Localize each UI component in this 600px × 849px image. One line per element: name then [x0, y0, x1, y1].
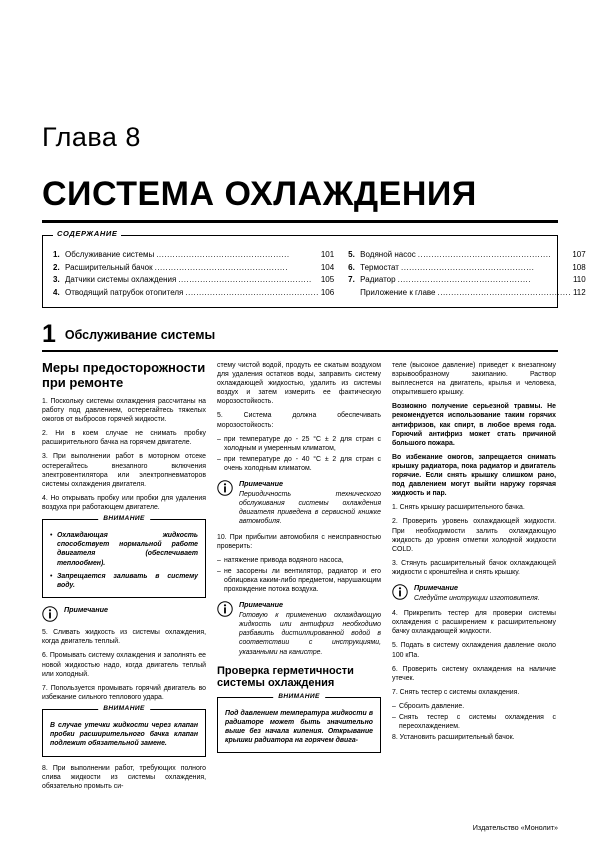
paragraph-emphasis: Возможно получение серьезной травмы. Не рекомендуется использование таким горячих антифризов, как спирт, в любое время года. Горючий антифриз может стать причиной большого пожара.: [392, 403, 556, 447]
contents-column-left: [53, 249, 334, 299]
section-number: 1: [42, 320, 56, 348]
note-text: Периодичность технического обслуживания системы охлаждения двигателя приведена в сервисной книжке автомобиля.: [239, 491, 381, 526]
warning-text: Под давлением температура жидкости в радиаторе может быть значительно выше без начала кипения. Открывание крышки радиатора на горячем двига-: [225, 709, 373, 745]
list-item-text: при температуре до - 40 °С ± 2 для стран с очень холодным климатом.: [224, 455, 381, 472]
contents-item-page: 107: [572, 250, 586, 259]
contents-item-label: Водяной насос: [360, 250, 416, 259]
note-block: [217, 600, 381, 657]
chapter-title: СИСТЕМА ОХЛАЖДЕНИЯ: [42, 175, 558, 223]
contents-item-page: 106: [320, 287, 335, 297]
paragraph: 5. Система должна обеспечивать морозостойкость:: [217, 412, 381, 429]
contents-item[interactable]: [53, 249, 334, 262]
contents-item-label: Термостат: [360, 262, 399, 272]
contents-item-page: 108: [572, 262, 586, 272]
warning-text: Охлаждающая жидкость способствует нормальной работе двигателя (обеспечивает теплообмен).: [57, 532, 198, 567]
paragraph: 8. Установить расширительный бачок.: [392, 734, 515, 742]
warning-legend: ВНИМАНИЕ: [98, 514, 150, 523]
contents-item-page: 110: [572, 275, 586, 284]
paragraph: 1. Поскольку системы охлаждения рассчитаны на работу под давлением, остерегайтесь тяжелых ожогов от выбросов горячей жидкости.: [42, 398, 206, 424]
contents-dots: .................................................: [400, 262, 535, 272]
contents-item[interactable]: [348, 274, 586, 287]
note-text: Готовую к применению охлаждающую жидкость или антифриз необходимо разбавить дистиллированной водой в соответствии с инструкциями, указанными на канистре.: [239, 612, 381, 656]
list-item-text: натяжение привода водяного насоса,: [224, 556, 344, 564]
list-item: [217, 455, 381, 473]
contents-item[interactable]: [53, 262, 334, 275]
warning-text: В случае утечки жидкости через клапан пробки расширительного бачка клапан подлежит обязательной замене.: [50, 721, 198, 748]
list-item-text: Снять тестер с системы охлаждения с переохлаждением.: [399, 714, 556, 731]
contents-item-page: 101: [320, 250, 335, 259]
warning-box: [42, 704, 206, 757]
contents-item[interactable]: [53, 274, 334, 287]
list-item-text: не засорены ли вентилятор, радиатор и его облицовка каким-либо предметом, нарушающим прохождение потока воздуха.: [224, 567, 381, 593]
contents-dots: .................................................: [185, 287, 319, 297]
column-1: [42, 361, 206, 796]
paragraph: 10. При прибытии автомобиля с неисправностью проверить:: [217, 533, 381, 550]
paragraph: 5. Подать в систему охлаждения давление около 100 кПа.: [392, 642, 556, 659]
bullet-icon: •: [50, 532, 53, 540]
note-block: [42, 605, 206, 622]
contents-item-page: 112: [572, 287, 586, 297]
dash-icon: –: [217, 435, 221, 443]
contents-item-number: 5.: [348, 250, 355, 259]
contents-column-right: [348, 249, 586, 299]
paragraph: 3. Стянуть расширительный бачок охлаждающей жидкости с кронштейна и снять крышку.: [392, 559, 556, 576]
paragraph: 5. Сливать жидкость из системы охлаждения, когда двигатель теплый.: [42, 629, 206, 646]
contents-legend: СОДЕРЖАНИЕ: [53, 229, 121, 238]
list-item: [217, 567, 381, 594]
contents-item-label: Датчики системы охлаждения: [65, 275, 177, 284]
dash-icon: –: [392, 714, 396, 721]
note-block: [217, 479, 381, 526]
warning-legend: ВНИМАНИЕ: [98, 704, 150, 713]
dash-icon: –: [217, 556, 221, 564]
publisher-footer: Издательство «Монолит»: [472, 823, 558, 832]
contents-item[interactable]: [53, 287, 334, 300]
contents-item[interactable]: [348, 287, 586, 300]
info-icon: [42, 605, 58, 622]
contents-item-number: 2.: [53, 262, 60, 272]
section-title: Обслуживание системы: [64, 327, 216, 342]
contents-item[interactable]: [348, 262, 586, 275]
contents-dots: .................................................: [437, 287, 571, 297]
contents-box: [42, 229, 586, 308]
paragraph: 2. Ни в коем случае не снимать пробку расширительного бачка на горячем двигателе.: [42, 430, 206, 447]
contents-item-page: 105: [320, 275, 335, 284]
contents-item-number: 3.: [53, 275, 60, 284]
paragraph: 7. Снять тестер с системы охлаждения.: [392, 688, 520, 696]
note-title: Примечание: [64, 605, 109, 615]
warning-box: [217, 692, 381, 754]
warning-box: [42, 515, 206, 598]
contents-item-label: Отводящий патрубок отопителя: [65, 287, 184, 297]
contents-item-label: Радиатор: [360, 275, 396, 284]
paragraph: 2. Проверить уровень охлаждающей жидкости. При необходимости залить охлаждающую жидкость до уровня отметки холодной жидкости COLD.: [392, 518, 556, 553]
contents-dots: .................................................: [397, 275, 531, 284]
dash-icon: –: [217, 455, 221, 463]
paragraph: 6. Проверить систему охлаждения на наличие утечек.: [392, 665, 556, 682]
list-item-text: Сбросить давление.: [399, 702, 465, 710]
list-item: [392, 713, 556, 731]
contents-dots: .................................................: [156, 250, 290, 259]
warning-text: Запрещается заливать в систему воду.: [57, 572, 198, 590]
contents-item-number: 6.: [348, 262, 355, 272]
note-block: [392, 583, 556, 603]
bullet-icon: •: [50, 572, 53, 580]
contents-dots: .................................................: [178, 275, 312, 284]
list-item-text: при температуре до - 25 °С ± 2 для стран с холодным и умеренным климатом,: [224, 435, 381, 452]
warning-item: [50, 531, 198, 568]
paragraph: 4. Прикрепить тестер для проверки системы охлаждения с расширением к расширительному бачку охлаждающей жидкости.: [392, 610, 556, 636]
contents-item-label: Обслуживание системы: [65, 250, 155, 259]
list-item: [392, 702, 556, 711]
paragraph: 7. Попользуется промывать горячий двигатель во избежание сильного теплового удара.: [42, 684, 206, 701]
info-icon: [217, 600, 233, 657]
note-title: Примечание: [414, 582, 459, 592]
paragraph: 1. Снять крышку расширительного бачка.: [392, 504, 525, 512]
dash-icon: –: [392, 702, 396, 710]
contents-dots: .................................................: [417, 250, 552, 259]
contents-item-number: 4.: [53, 287, 60, 297]
contents-item-number: 7.: [348, 275, 355, 284]
contents-item-label: Расширительный бачок: [65, 262, 153, 272]
contents-item-label: Приложение к главе: [360, 287, 436, 297]
column-2: [217, 361, 381, 796]
paragraph: теле (высокое давление) приведет к внезапному взрывообразному закипанию. Раствор выплеснется на двигатель, крылья и человека, открытившего крышку.: [392, 362, 556, 397]
warning-legend: ВНИМАНИЕ: [273, 692, 325, 701]
note-title: Примечание: [239, 479, 284, 489]
content-columns: [42, 361, 558, 796]
info-icon: [217, 479, 233, 526]
paragraph: 8. При выполнении работ, требующих полного слива жидкости из системы охлаждения, обязательно промыть си-: [42, 764, 206, 790]
paragraph: 6. Промывать систему охлаждения и заполнять ее новой жидкостью надо, когда двигатель теплый или холодный.: [42, 652, 206, 678]
note-title: Примечание: [239, 600, 284, 610]
chapter-label: Глава 8: [42, 122, 141, 152]
info-icon: [392, 583, 408, 603]
column-3: [392, 361, 556, 796]
paragraph: 3. При выполнении работ в моторном отсеке остерегайтесь внезапного включения электровентилятора или электропневматоров системы охлаждения двигателя.: [42, 453, 206, 488]
section-header: [42, 322, 558, 352]
contents-item-page: 104: [320, 262, 335, 272]
subsection-title: Проверка герметичности системы охлаждения: [217, 664, 354, 690]
list-item: [217, 435, 381, 453]
contents-item[interactable]: [348, 249, 586, 262]
contents-dots: .................................................: [154, 262, 288, 272]
paragraph-emphasis: Во избежание ожогов, запрещается снимать крышку радиатора, пока радиатор и двигатель горячие. Если снять крышку слишком рано, под давлением могут выйти наружу горячая жидкость и пар.: [392, 453, 556, 498]
list-item: [217, 556, 381, 565]
precautions-title: Меры предосторожности при ремонте: [42, 360, 206, 390]
dash-icon: –: [217, 567, 221, 575]
paragraph: стему чистой водой, продуть ее сжатым воздухом для удаления остатков воды, заправить систему охлаждающей жидкостью, удалить из системы воздух и затем измерить ее фактическую морозостойкость.: [217, 362, 381, 406]
note-text: Следуйте инструкции изготовителя.: [414, 595, 540, 603]
paragraph: 4. Но открывать пробку или пробки для удаления воздуха при работающем двигателе.: [42, 494, 206, 511]
contents-item-number: 1.: [53, 250, 60, 259]
warning-item: [50, 572, 198, 590]
